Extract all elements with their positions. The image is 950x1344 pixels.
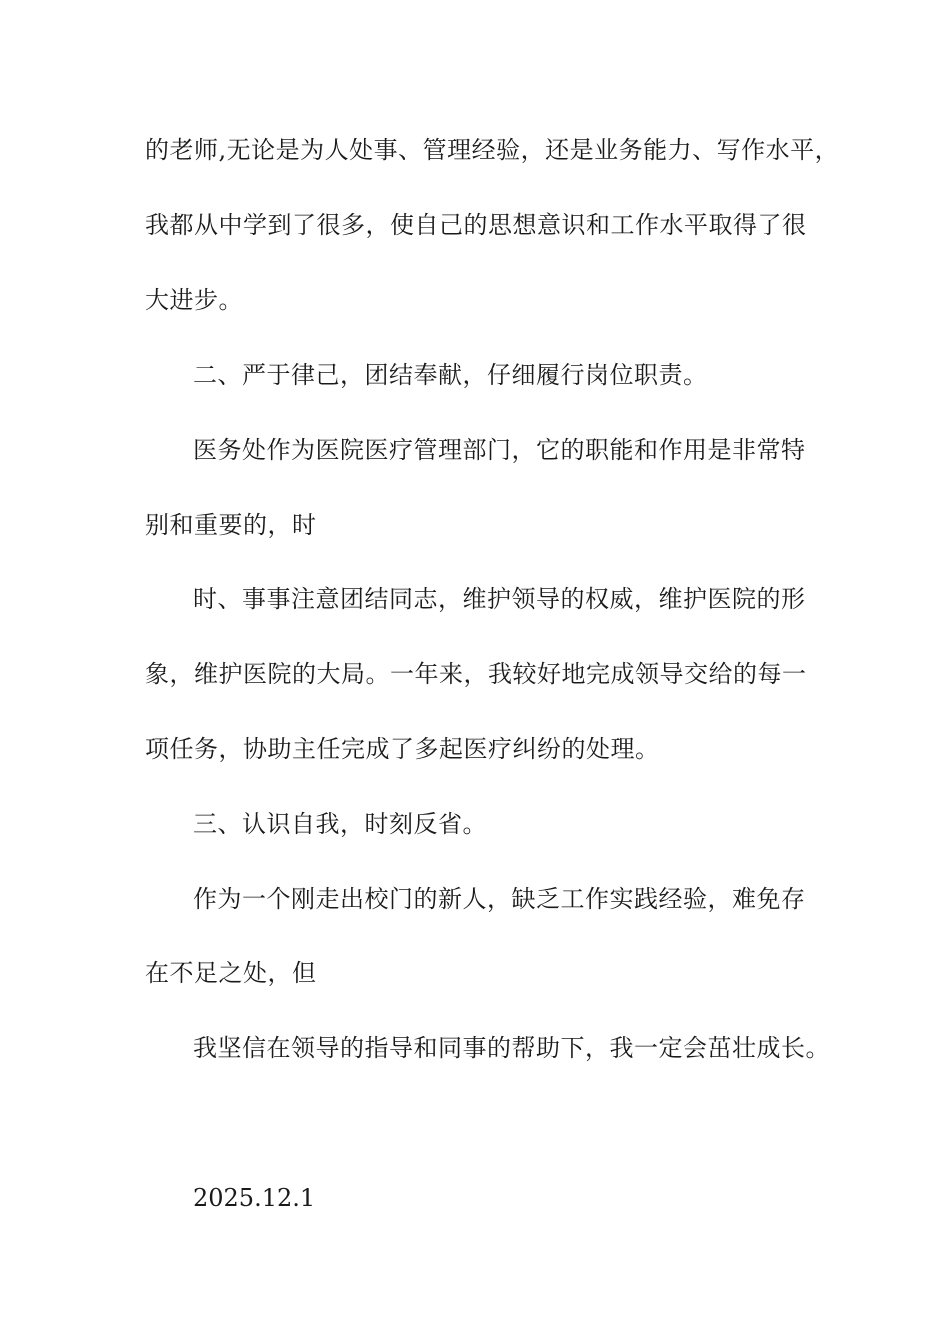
text-line: 我都从中学到了很多，使自己的思想意识和工作水平取得了很: [145, 211, 807, 239]
text-line: 医务处作为医院医疗管理部门，它的职能和作用是非常特: [193, 436, 806, 464]
text-line: 别和重要的，时: [145, 511, 317, 539]
section-heading: 三、认识自我，时刻反省。: [193, 810, 487, 838]
document-date: 2025.12.1: [193, 1184, 316, 1212]
text-line: 时、事事注意团结同志，维护领导的权威，维护医院的形: [193, 585, 806, 613]
section-heading: 二、严于律己，团结奉献，仔细履行岗位职责。: [193, 361, 708, 389]
text-line: 我坚信在领导的指导和同事的帮助下，我一定会茁壮成长。: [193, 1034, 830, 1062]
text-line: 项任务，协助主任完成了多起医疗纠纷的处理。: [145, 735, 660, 763]
text-line: 作为一个刚走出校门的新人，缺乏工作实践经验，难免存: [193, 885, 806, 913]
text-line: 大进步。: [145, 286, 243, 314]
text-line: 在不足之处，但: [145, 959, 317, 987]
text-line: 象，维护医院的大局。一年来，我较好地完成领导交给的每一: [145, 660, 807, 688]
text-line: 的老师,无论是为人处事、管理经验，还是业务能力、写作水平，: [145, 136, 840, 164]
